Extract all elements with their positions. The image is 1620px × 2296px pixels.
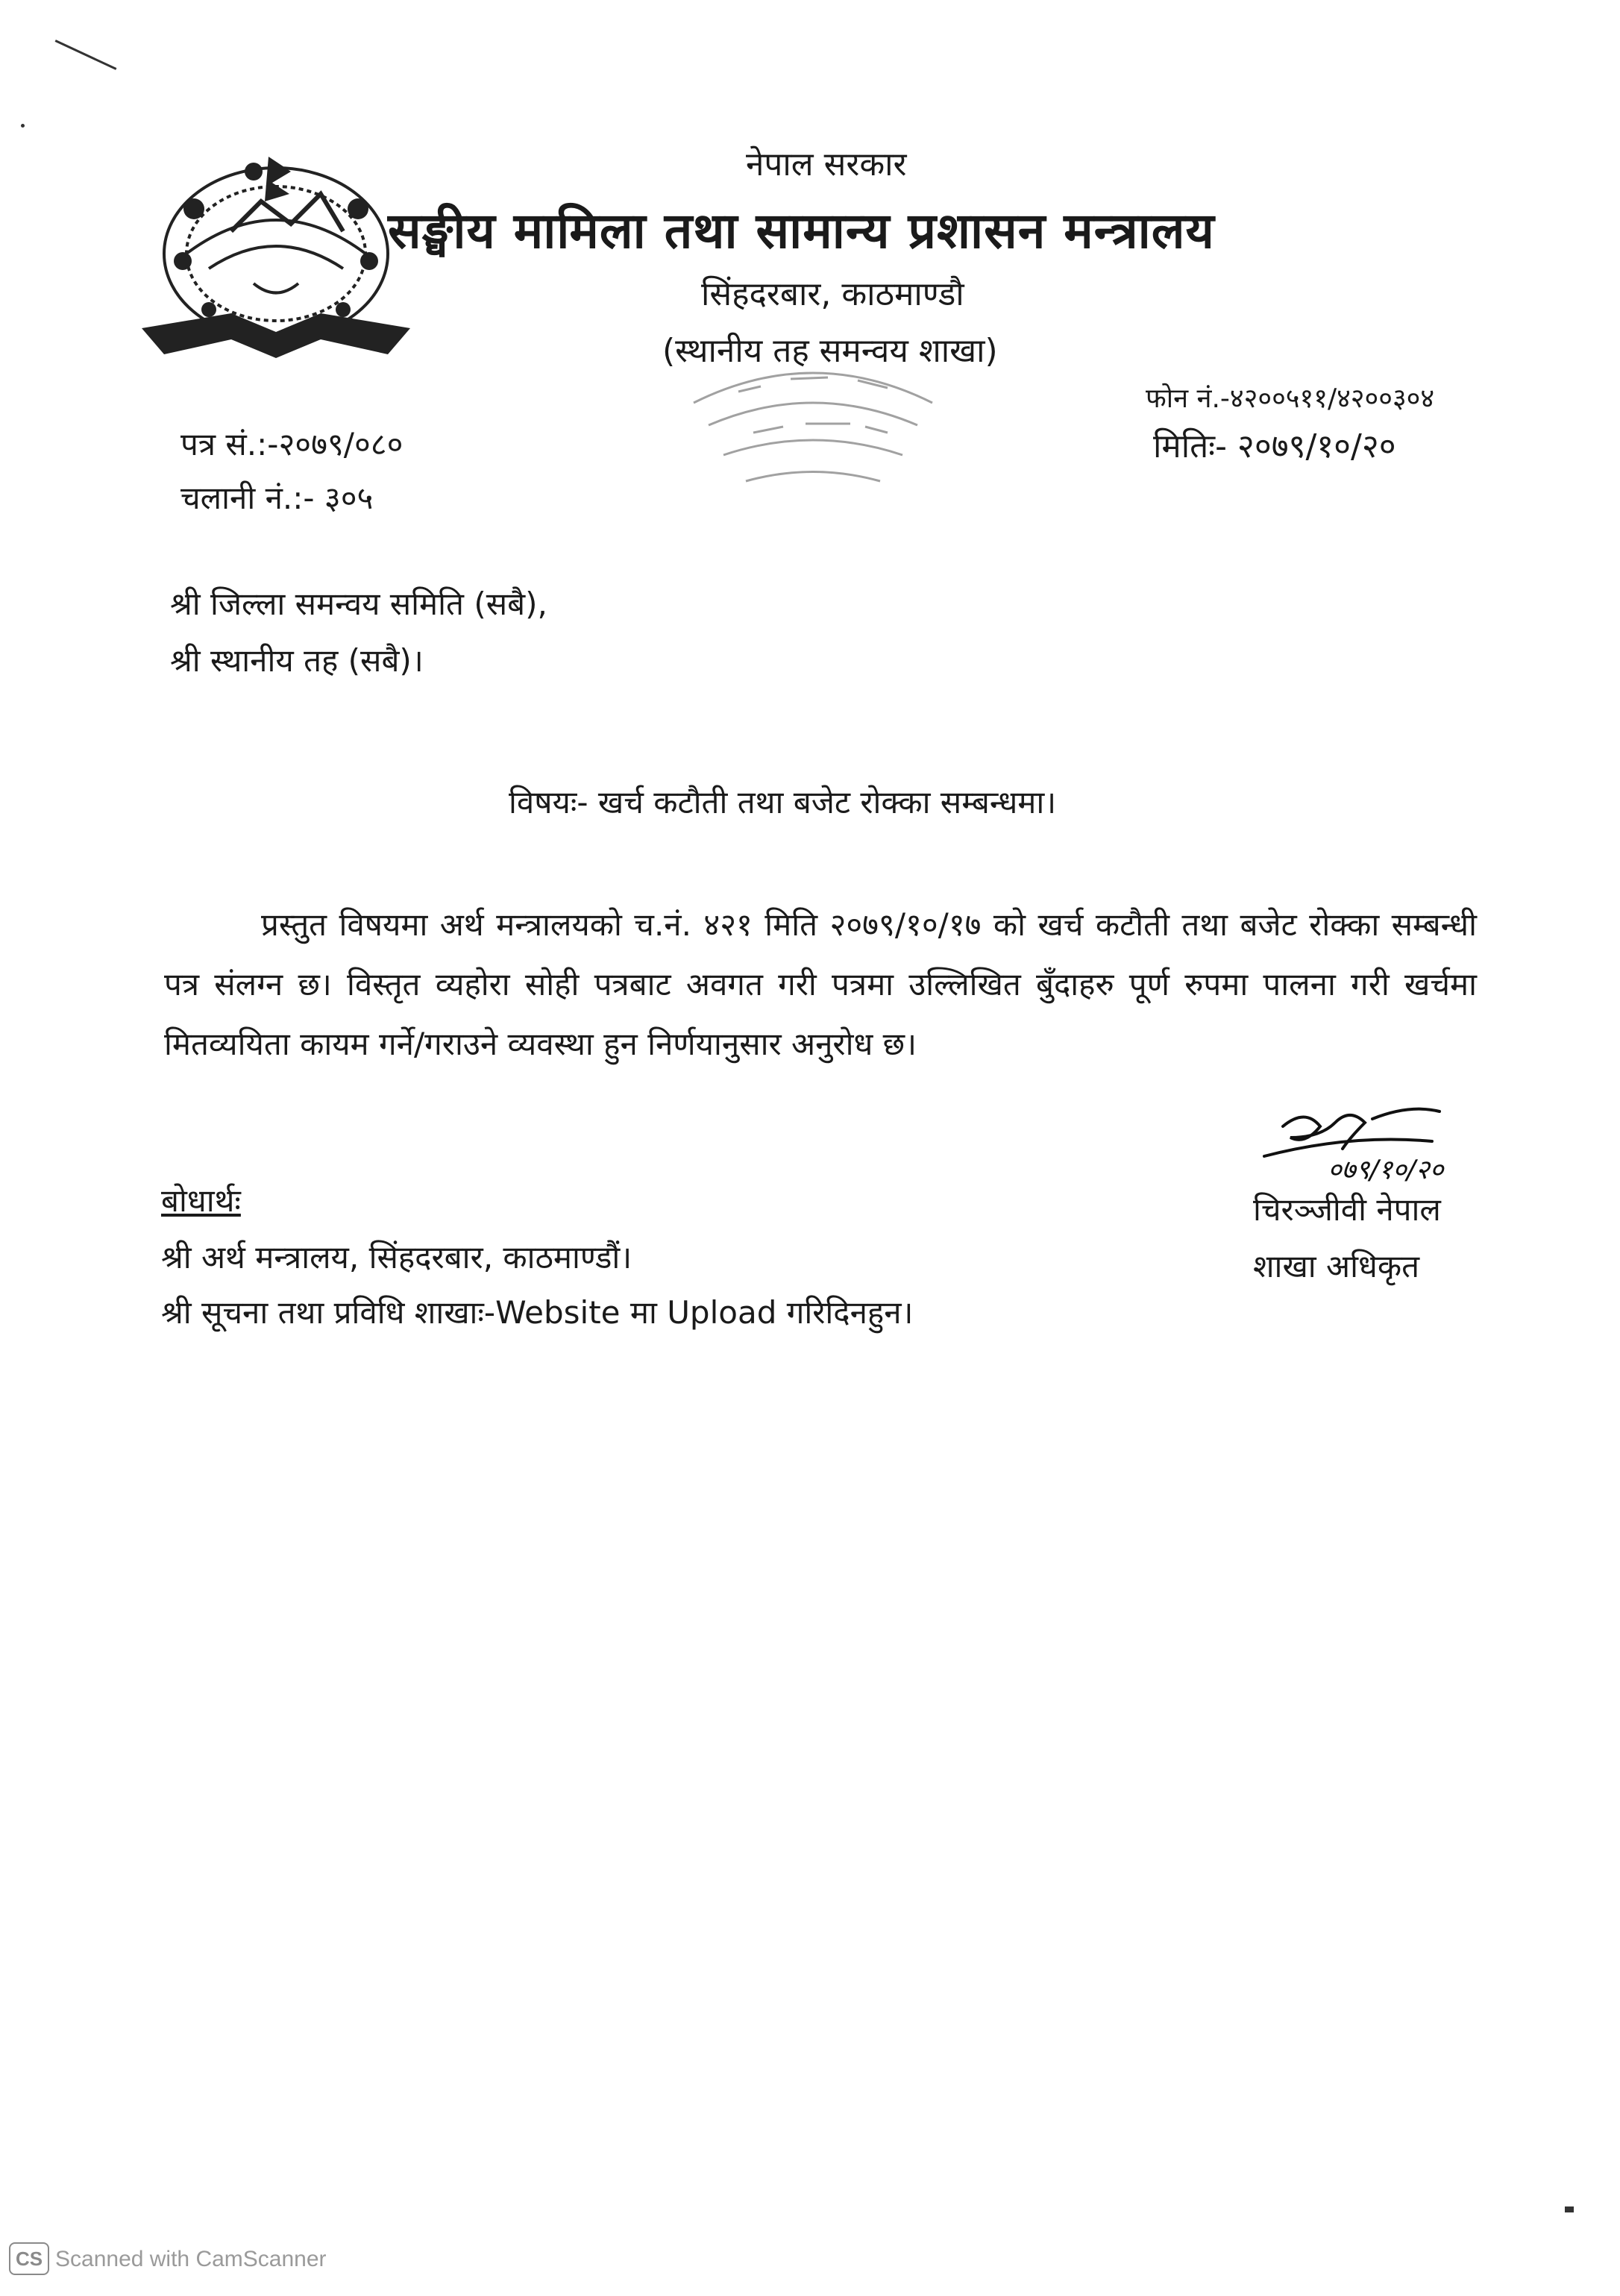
recipient-line: श्री स्थानीय तह (सबै)।	[170, 642, 424, 679]
phone-number: फोन नं.-४२००५११/४२००३०४	[1146, 383, 1435, 414]
signature-icon	[1260, 1104, 1499, 1201]
camscanner-logo-text: CS	[15, 2248, 43, 2270]
cc-item: श्री सूचना तथा प्रविधि शाखाः-Website मा Upload गरिदिनहुन।	[161, 1294, 914, 1331]
signer-title: शाखा अधिकृत	[1253, 1248, 1420, 1285]
nepal-emblem-icon	[142, 142, 410, 366]
signer-name: चिरञ्जीवी नेपाल	[1253, 1191, 1441, 1228]
dispatch-number: चलानी नं.:- ३०५	[180, 480, 374, 516]
scanner-watermark: Scanned with CamScanner	[55, 2247, 327, 2271]
signature-date: ०७९/१०/२०	[1328, 1155, 1444, 1185]
letter-date: मितिः- २०७९/१०/२०	[1153, 427, 1396, 465]
subject-line: विषयः- खर्च कटौती तथा बजेट रोक्का सम्बन्धमा।	[509, 784, 1057, 821]
office-stamp-icon	[679, 358, 947, 507]
cc-heading: बोधार्थः	[161, 1182, 241, 1219]
camscanner-logo-icon	[9, 2242, 49, 2275]
office-address: सिंहदरबार, काठमाण्डौ	[701, 275, 964, 313]
recipient-line: श्री जिल्ला समन्वय समिति (सबै),	[170, 586, 547, 622]
ministry-name: सङ्घीय मामिला तथा सामान्य प्रशासन मन्त्रालय	[388, 202, 1215, 260]
reference-number: पत्र सं.:-२०७९/०८०	[180, 426, 404, 462]
scan-speck	[55, 40, 117, 70]
cc-item: श्री अर्थ मन्त्रालय, सिंहदरबार, काठमाण्डौं।	[161, 1239, 632, 1276]
government-name: नेपाल सरकार	[746, 145, 907, 184]
section-name: (स्थानीय तह समन्वय शाखा)	[662, 332, 998, 370]
letter-body: प्रस्तुत विषयमा अर्थ मन्त्रालयको च.नं. ४२१ मिति २०७९/१०/१७ को खर्च कटौती तथा बजेट रोक्का सम्बन्धी पत्र संलग्न छ। विस्तृत व्यहोरा सोही पत्रबाट अवगत गरी पत्रमा उल्लिखित बुँदाहरु पूर्ण रुपमा पालना गरी खर्चमा मितव्ययिता कायम गर्ने/गराउने व्यवस्था हुन निर्णयानुसार अनुरोध छ।	[164, 906, 1477, 1062]
scan-speck	[1565, 2206, 1574, 2212]
scan-speck	[21, 124, 25, 128]
